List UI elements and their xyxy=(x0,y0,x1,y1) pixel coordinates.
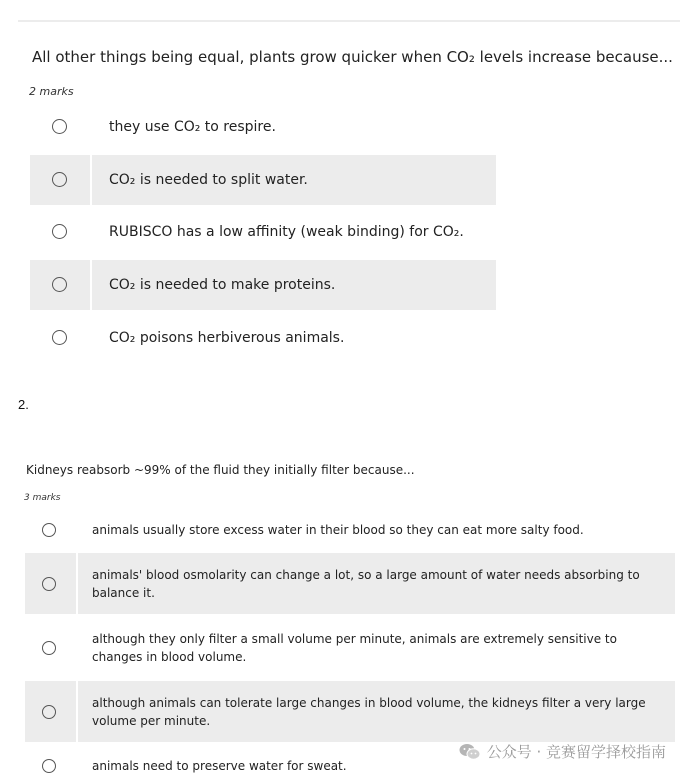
option-label: CO₂ is needed to split water. xyxy=(109,172,308,188)
radio-button[interactable] xyxy=(52,119,67,134)
radio-button[interactable] xyxy=(52,172,67,187)
option-label: RUBISCO has a low affinity (weak binding) for CO₂. xyxy=(109,224,464,240)
option-label: although they only filter a small volume per minute, animals are extremely sensitive to changes in blood volume. xyxy=(92,632,617,664)
option-label: they use CO₂ to respire. xyxy=(109,119,276,135)
option-label: animals usually store excess water in their blood so they can eat more salty food. xyxy=(92,523,584,537)
radio-button[interactable] xyxy=(52,224,67,239)
radio-cell xyxy=(25,618,76,678)
question-2-number: 2. xyxy=(18,397,29,412)
radio-button[interactable] xyxy=(52,330,67,345)
question-1-option[interactable] xyxy=(30,207,496,257)
radio-cell xyxy=(25,681,78,742)
question-1-marks: 2 marks xyxy=(29,85,74,98)
radio-button[interactable] xyxy=(42,705,56,719)
question-2-text: Kidneys reabsorb ~99% of the fluid they initially filter because... xyxy=(26,463,415,477)
radio-cell xyxy=(25,553,78,614)
question-2-option[interactable] xyxy=(25,681,675,742)
watermark-text: 公众号 · 竞赛留学择校指南 xyxy=(486,743,666,761)
question-2-option[interactable] xyxy=(25,618,675,678)
question-2-marks: 3 marks xyxy=(24,493,61,503)
radio-cell xyxy=(25,747,76,781)
question-2-option[interactable] xyxy=(25,553,675,614)
option-label: animals' blood osmolarity can change a lot, so a large amount of water needs absorbing to balance it. xyxy=(92,568,640,600)
radio-button[interactable] xyxy=(52,277,67,292)
radio-cell xyxy=(30,155,92,205)
radio-button[interactable] xyxy=(42,577,56,591)
option-label: CO₂ poisons herbiverous animals. xyxy=(109,330,345,346)
radio-cell xyxy=(30,102,90,152)
radio-button[interactable] xyxy=(42,759,56,773)
question-1-option[interactable] xyxy=(30,155,496,205)
radio-button[interactable] xyxy=(42,641,56,655)
radio-cell xyxy=(30,260,92,310)
question-2-option[interactable] xyxy=(25,512,675,548)
radio-cell xyxy=(30,313,90,363)
question-1-text: All other things being equal, plants grow quicker when CO₂ levels increase because... xyxy=(32,48,673,66)
question-1-option[interactable] xyxy=(30,313,496,363)
question-1-option[interactable] xyxy=(30,102,496,152)
wechat-icon xyxy=(459,743,481,761)
radio-cell xyxy=(25,512,76,548)
watermark xyxy=(459,741,666,762)
radio-button[interactable] xyxy=(42,523,56,537)
question-1-option[interactable] xyxy=(30,260,496,310)
radio-cell xyxy=(30,207,90,257)
top-divider xyxy=(18,20,680,22)
option-label: although animals can tolerate large changes in blood volume, the kidneys filter a very large volume per minute. xyxy=(92,696,646,728)
option-label: CO₂ is needed to make proteins. xyxy=(109,277,336,293)
option-label: animals need to preserve water for sweat. xyxy=(92,759,347,773)
